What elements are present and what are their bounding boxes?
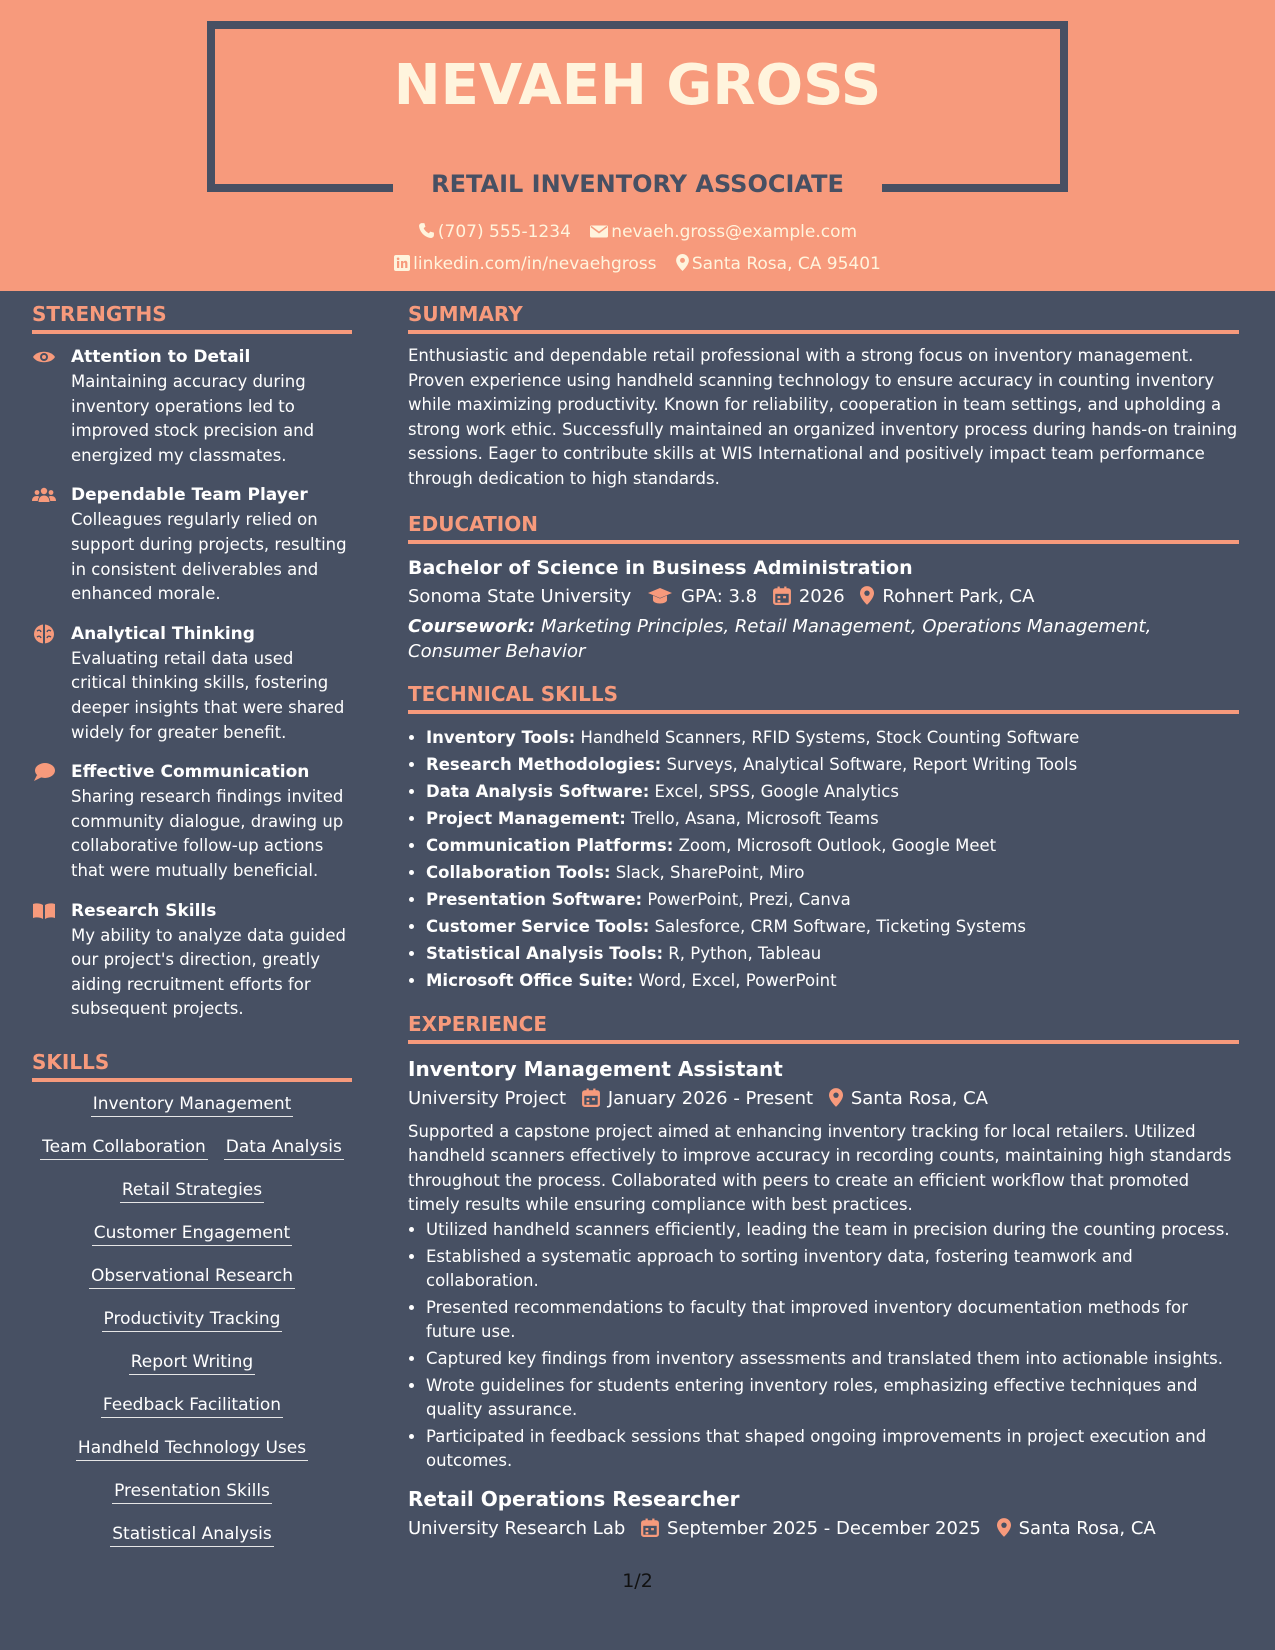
strength-item xyxy=(32,759,352,883)
list-item: • Wrote guidelines for students entering inventory roles, emphasizing effective techniques and quality assurance. xyxy=(426,1374,1239,1423)
envelope-icon xyxy=(590,224,608,239)
list-item xyxy=(426,832,1239,859)
gpa-text: GPA: 3.8 xyxy=(681,585,758,607)
skill-category: Collaboration Tools: xyxy=(426,862,611,882)
book-icon xyxy=(32,901,56,921)
list-item: • Captured key findings from inventory assessments and translated them into actionable insights. xyxy=(426,1347,1239,1372)
candidate-name: NEVAEH GROSS xyxy=(393,53,882,118)
list-item xyxy=(426,805,1239,832)
map-pin-icon xyxy=(676,254,689,271)
users-icon xyxy=(32,485,56,505)
graduation-year: 2026 xyxy=(798,585,845,607)
map-pin-icon xyxy=(997,1518,1011,1537)
technical-skills-heading: TECHNICAL SKILLS xyxy=(408,680,1239,714)
skill-row xyxy=(32,1522,352,1549)
skill-category: Microsoft Office Suite: xyxy=(426,970,634,990)
school-name: Sonoma State University xyxy=(408,585,632,607)
brain-icon xyxy=(32,624,56,644)
strength-desc: Sharing research findings invited community dialogue, drawing up collaborative follow-up actions that were mutually beneficial. xyxy=(71,787,344,880)
skill-row xyxy=(32,1221,352,1248)
strength-title: Attention to Detail xyxy=(71,347,251,367)
skill-tag: Productivity Tracking xyxy=(102,1307,283,1332)
skill-row xyxy=(32,1350,352,1377)
skill-values: PowerPoint, Prezi, Canva xyxy=(647,889,851,909)
phone-icon xyxy=(418,222,435,239)
skill-tag: Feedback Facilitation xyxy=(101,1393,283,1418)
skill-category: Inventory Tools: xyxy=(426,727,576,747)
list-item: • Participated in feedback sessions that shaped ongoing improvements in project execution and outcomes. xyxy=(426,1425,1239,1474)
map-pin-icon xyxy=(829,1088,843,1107)
coursework-label: Coursework: xyxy=(408,615,536,637)
skill-tag: Inventory Management xyxy=(91,1092,294,1117)
skill-category: Customer Service Tools: xyxy=(426,916,650,936)
strength-desc: Maintaining accuracy during inventory operations led to improved stock precision and energized my classmates. xyxy=(71,372,315,465)
skills-heading: SKILLS xyxy=(32,1048,352,1082)
job-location: Santa Rosa, CA xyxy=(1018,1517,1156,1539)
linkedin-icon xyxy=(394,255,410,271)
frame-bottom-right xyxy=(882,184,1068,192)
skill-values: R, Python, Tableau xyxy=(668,943,822,963)
skill-values: Trello, Asana, Microsoft Teams xyxy=(631,808,879,828)
job-title: Inventory Management Assistant xyxy=(408,1056,783,1081)
strength-title: Effective Communication xyxy=(71,762,310,783)
location-contact xyxy=(676,252,881,276)
skills-list xyxy=(32,1092,352,1549)
list-item xyxy=(426,967,1239,994)
strength-item xyxy=(32,344,352,468)
left-column xyxy=(32,300,352,1565)
job-title: Retail Operations Researcher xyxy=(408,1486,740,1511)
phone-contact[interactable] xyxy=(418,220,571,244)
summary-text: Enthusiastic and dependable retail professional with a strong focus on inventory management. Proven experience using handheld scanning technology to ensure accuracy in counting inventory while maximizing productivity. Known for reliability, cooperation in team settings, and upholding a strong work ethic. Successfully maintained an organized inventory process during hands-on training sessions. Eager to contribute skills at WIS International and positively impact team performance through dedication to high standards. xyxy=(408,346,1238,488)
strength-title: Dependable Team Player xyxy=(71,485,308,506)
job-dates: September 2025 - December 2025 xyxy=(667,1517,981,1539)
skill-category: Presentation Software: xyxy=(426,889,643,909)
strength-title: Research Skills xyxy=(71,900,217,921)
strength-item xyxy=(32,621,352,745)
list-item xyxy=(426,940,1239,967)
phone-text: (707) 555-1234 xyxy=(437,222,571,242)
strength-item xyxy=(32,898,352,1022)
linkedin-text: linkedin.com/in/nevaehgross xyxy=(413,254,657,274)
job-meta xyxy=(408,1514,1239,1544)
skill-row xyxy=(32,1092,352,1119)
technical-skills-list xyxy=(408,724,1239,994)
skill-values: Slack, SharePoint, Miro xyxy=(615,862,805,882)
frame-bottom-left xyxy=(207,184,393,192)
skill-tag: Team Collaboration xyxy=(40,1135,208,1160)
skill-tag: Statistical Analysis xyxy=(110,1522,273,1547)
school-location: Rohnert Park, CA xyxy=(882,585,1035,607)
calendar-icon xyxy=(582,1088,600,1107)
skill-row xyxy=(32,1264,352,1291)
skill-tag: Observational Research xyxy=(89,1264,295,1289)
job-location: Santa Rosa, CA xyxy=(850,1087,988,1109)
list-item: • Established a systematic approach to sorting inventory data, fostering teamwork and collaboration. xyxy=(426,1245,1239,1294)
skill-tag: Retail Strategies xyxy=(120,1178,264,1203)
job-dates: January 2026 - Present xyxy=(607,1087,814,1109)
skill-category: Communication Platforms: xyxy=(426,835,674,855)
skill-values: Surveys, Analytical Software, Report Writing Tools xyxy=(666,754,1078,774)
strength-desc: My ability to analyze data guided our project's direction, greatly aiding recruitment efforts for subsequent projects. xyxy=(71,925,346,1019)
list-item xyxy=(426,859,1239,886)
skill-tag: Presentation Skills xyxy=(112,1479,272,1504)
list-item xyxy=(426,778,1239,805)
contact-row-2 xyxy=(0,252,1275,276)
coursework-list: Marketing Principles, Retail Management, Operations Management, Consumer Behavior xyxy=(408,615,1152,662)
skill-values: Salesforce, CRM Software, Ticketing Systems xyxy=(654,916,1026,936)
skill-tag: Handheld Technology Uses xyxy=(76,1436,308,1461)
list-item xyxy=(426,886,1239,913)
skill-row xyxy=(32,1178,352,1205)
skill-category: Project Management: xyxy=(426,808,626,828)
resume-header xyxy=(0,0,1275,291)
strength-desc: Colleagues regularly relied on support during projects, resulting in consistent deliverables and enhanced morale. xyxy=(71,510,347,604)
list-item xyxy=(426,913,1239,940)
strength-title: Analytical Thinking xyxy=(71,623,255,644)
skill-tag: Report Writing xyxy=(129,1350,255,1375)
contact-row-1 xyxy=(0,220,1275,244)
job-meta xyxy=(408,1084,1239,1114)
skill-row xyxy=(32,1307,352,1334)
candidate-title: RETAIL INVENTORY ASSOCIATE xyxy=(431,170,844,198)
job-bullets xyxy=(408,1218,1239,1474)
skill-tag: Customer Engagement xyxy=(92,1221,292,1246)
right-column xyxy=(408,300,1239,1544)
job-org: University Project xyxy=(408,1087,567,1109)
skill-row xyxy=(32,1436,352,1463)
skill-category: Research Methodologies: xyxy=(426,754,662,774)
skill-category: Statistical Analysis Tools: xyxy=(426,943,664,963)
calendar-icon xyxy=(641,1518,659,1537)
coursework xyxy=(408,614,1239,664)
graduation-cap-icon xyxy=(647,587,673,605)
strengths-heading: STRENGTHS xyxy=(32,300,352,334)
list-item xyxy=(426,724,1239,751)
education-heading: EDUCATION xyxy=(408,510,1239,544)
page-number: 1/2 xyxy=(622,1570,653,1592)
comment-icon xyxy=(32,762,56,782)
eye-icon xyxy=(32,347,56,367)
degree-title: Bachelor of Science in Business Administration xyxy=(408,556,913,579)
skill-category: Data Analysis Software: xyxy=(426,781,650,801)
list-item: • Presented recommendations to faculty that improved inventory documentation methods for future use. xyxy=(426,1296,1239,1345)
skill-tag: Data Analysis xyxy=(224,1135,344,1160)
skill-values: Excel, SPSS, Google Analytics xyxy=(654,781,899,801)
linkedin-contact[interactable] xyxy=(394,252,656,276)
calendar-icon xyxy=(773,586,791,605)
email-text: nevaeh.gross@example.com xyxy=(611,222,858,242)
experience-heading: EXPERIENCE xyxy=(408,1010,1239,1044)
job-entry xyxy=(408,1484,1239,1544)
location-text: Santa Rosa, CA 95401 xyxy=(691,254,881,274)
job-org: University Research Lab xyxy=(408,1517,626,1539)
skill-values: Zoom, Microsoft Outlook, Google Meet xyxy=(678,835,997,855)
strength-desc: Evaluating retail data used critical thinking skills, fostering deeper insights that were shared widely for greater benefit. xyxy=(71,648,345,742)
skill-row xyxy=(32,1135,352,1162)
job-entry xyxy=(408,1054,1239,1474)
list-item xyxy=(426,751,1239,778)
email-contact[interactable] xyxy=(590,220,857,244)
list-item: • Utilized handheld scanners efficiently, leading the team in precision during the counting process. xyxy=(426,1218,1239,1243)
skill-values: Handheld Scanners, RFID Systems, Stock Counting Software xyxy=(580,727,1080,747)
job-description: Supported a capstone project aimed at enhancing inventory tracking for local retailers. Utilized handheld scanners effectively to improve accuracy in recording counts, maintaining high standards throughout the process. Collaborated with peers to create an efficient workflow that promoted timely results while ensuring compliance with best practices. xyxy=(408,1121,1232,1215)
skill-row xyxy=(32,1479,352,1506)
skill-row xyxy=(32,1393,352,1420)
strength-item xyxy=(32,482,352,606)
skill-values: Word, Excel, PowerPoint xyxy=(638,970,837,990)
summary-heading: SUMMARY xyxy=(408,300,1239,334)
map-pin-icon xyxy=(860,586,874,605)
education-meta xyxy=(408,582,1239,612)
